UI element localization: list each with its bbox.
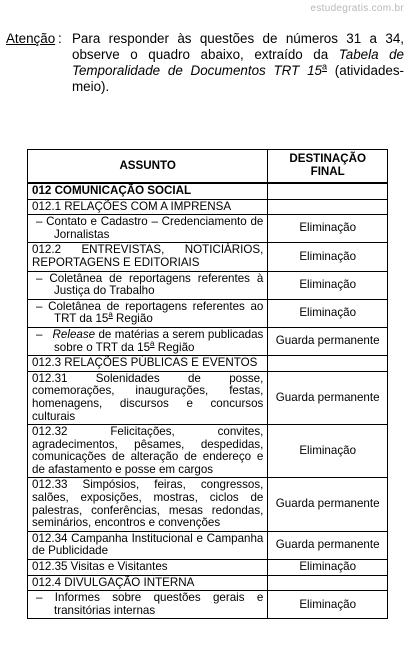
table-row — [28, 199, 388, 215]
row-destination: Guarda permanente — [268, 371, 388, 424]
table-row — [28, 560, 388, 576]
intro-text-after: (atividades-meio). — [72, 63, 404, 94]
row-subject: 012.31 Solenidades de posse, comemorações, inaugurações, festas, homenagens, discursos e concursos culturais — [28, 371, 268, 424]
row-destination — [268, 199, 388, 215]
attention-colon: : — [58, 31, 62, 46]
row-destination: Eliminação — [268, 243, 388, 271]
row-subject: 012.4 DIVULGAÇÃO INTERNA — [28, 575, 268, 591]
table-row — [28, 183, 388, 199]
row-destination: Eliminação — [268, 215, 388, 243]
row-subject: 012.3 RELAÇÕES PÚBLICAS E EVENTOS — [28, 356, 268, 372]
row-subject: 012 COMUNICAÇÃO SOCIAL — [28, 183, 268, 199]
row-subject: 012.2 ENTREVISTAS, NOTICIÁRIOS, REPORTAGENS E EDITORIAIS — [28, 243, 268, 271]
row-subject: – Coletânea de reportagens referentes ao TRT da 15$^a$ Região — [28, 299, 268, 327]
row-subject: – Contato e Cadastro – Credenciamento de Jornalistas — [28, 215, 268, 243]
row-subject: – Informes sobre questões gerais e transitórias internas — [28, 591, 268, 619]
row-destination: Eliminação — [268, 299, 388, 327]
table-row — [28, 425, 388, 478]
row-destination: Eliminação — [268, 560, 388, 576]
table-row — [28, 591, 388, 619]
row-subject: 012.35 Visitas e Visitantes — [28, 560, 268, 576]
intro-paragraph — [6, 31, 404, 95]
row-subject: – Coletânea de reportagens referentes à Justiça do Trabalho — [28, 271, 268, 299]
intro-text-sup: a — [321, 61, 327, 72]
temporality-table — [27, 149, 388, 619]
row-subject: 012.1 RELAÇÕES COM A IMPRENSA — [28, 199, 268, 215]
table-row — [28, 271, 388, 299]
table-row — [28, 215, 388, 243]
intro-text-italic: Tabela de Temporalidade de Documentos TRT 15 — [72, 47, 404, 78]
row-destination — [268, 356, 388, 372]
row-destination: Guarda permanente — [268, 478, 388, 531]
header-destination: DESTINAÇÃO FINAL — [268, 150, 388, 184]
row-destination: Eliminação — [268, 425, 388, 478]
watermark: estudegratis.com.br — [310, 3, 404, 14]
intro-text — [72, 31, 404, 95]
row-subject: 012.32 Felicitações, convites, agradecimentos, pêsames, despedidas, comunicações de alteração de endereço e de afastamento e posse em cargos — [28, 425, 268, 478]
header-subject: ASSUNTO — [28, 150, 268, 184]
attention-label: Atenção — [6, 31, 56, 46]
row-destination: Guarda permanente — [268, 327, 388, 355]
row-destination: Guarda permanente — [268, 531, 388, 559]
row-subject: 012.33 Simpósios, feiras, congressos, salões, exposições, mostras, ciclos de palestras, conferências, mesas redondas, seminários, encontros e convenções — [28, 478, 268, 531]
table-row — [28, 575, 388, 591]
row-subject: – Release de matérias a serem publicadas sobre o TRT da 15$^a$ Região — [28, 327, 268, 355]
row-destination: Eliminação — [268, 591, 388, 619]
table-header-row — [28, 150, 388, 184]
table-row — [28, 327, 388, 355]
table-row — [28, 531, 388, 559]
table-row — [28, 299, 388, 327]
row-destination — [268, 575, 388, 591]
table-row — [28, 356, 388, 372]
table-row — [28, 243, 388, 271]
row-destination: Eliminação — [268, 271, 388, 299]
table-row — [28, 478, 388, 531]
row-destination — [268, 183, 388, 199]
table-row — [28, 371, 388, 424]
row-subject: 012.34 Campanha Institucional e Campanha de Publicidade — [28, 531, 268, 559]
intro-text-before: Para responder às questões de números 31 a 34, observe o quadro abaixo, extraído da — [72, 31, 404, 62]
